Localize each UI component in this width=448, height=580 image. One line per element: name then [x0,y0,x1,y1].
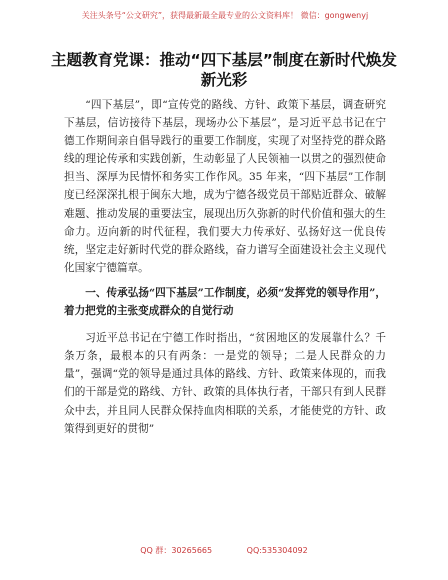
section-heading: 一、传承弘扬“四下基层”工作制度，必须“发挥党的领导作用”，着力把党的主张变成群众的自觉行动 [64,286,386,318]
footer-contact [0,545,448,557]
header-promo-text: 关注头条号“公文研究”，获得最新最全最专业的公文资料库！ 微信：gongwenyj [81,11,369,20]
footer-qq-group: QQ 群：30265665 [140,546,213,555]
document-title: 主题教育党课：推动“四下基层”制度在新时代焕发新光彩 [51,51,397,89]
body-paragraph: 习近平总书记在宁德工作时指出，“贫困地区的发展靠什么？千条万条，最根本的只有两条：一是党的领导；二是人民群众的力量”，强调“党的领导是通过具体的路线、方针、政策来体现的，而我们的干部是党的路线、方针、政策的具体执行者，干部只有到人民群众中去，并且同人民群众保持血肉相联的关系，才能使党的方针、政策得到更好的贯彻” [64,332,386,435]
footer-qq: QQ:535304092 [246,546,308,555]
document-body [64,96,386,438]
body-paragraph: “四下基层”，即“宣传党的路线、方针、政策下基层，调查研究下基层，信访接待下基层，现场办公下基层”，是习近平总书记在宁德工作期间亲自倡导践行的重要工作制度，实现了对坚持党的群众路线的理论传承和实践创新，生动彰显了人民领袖一以贯之的强烈使命担当、深厚为民情怀和务实工作作风。35 年来，“四下基层”工作制度已经深深扎根于闽东大地，成为宁德各级党员干部贴近群众、破解难题、推动发展的重要法宝，展现出历久弥新的时代价值和强大的生命力。迈向新的时代征程，我们要大力传承好、弘扬好这一优良传统，坚定走好新时代党的群众路线，奋力谱写全面建设社会主义现代化国家宁德篇章。 [64,99,386,274]
